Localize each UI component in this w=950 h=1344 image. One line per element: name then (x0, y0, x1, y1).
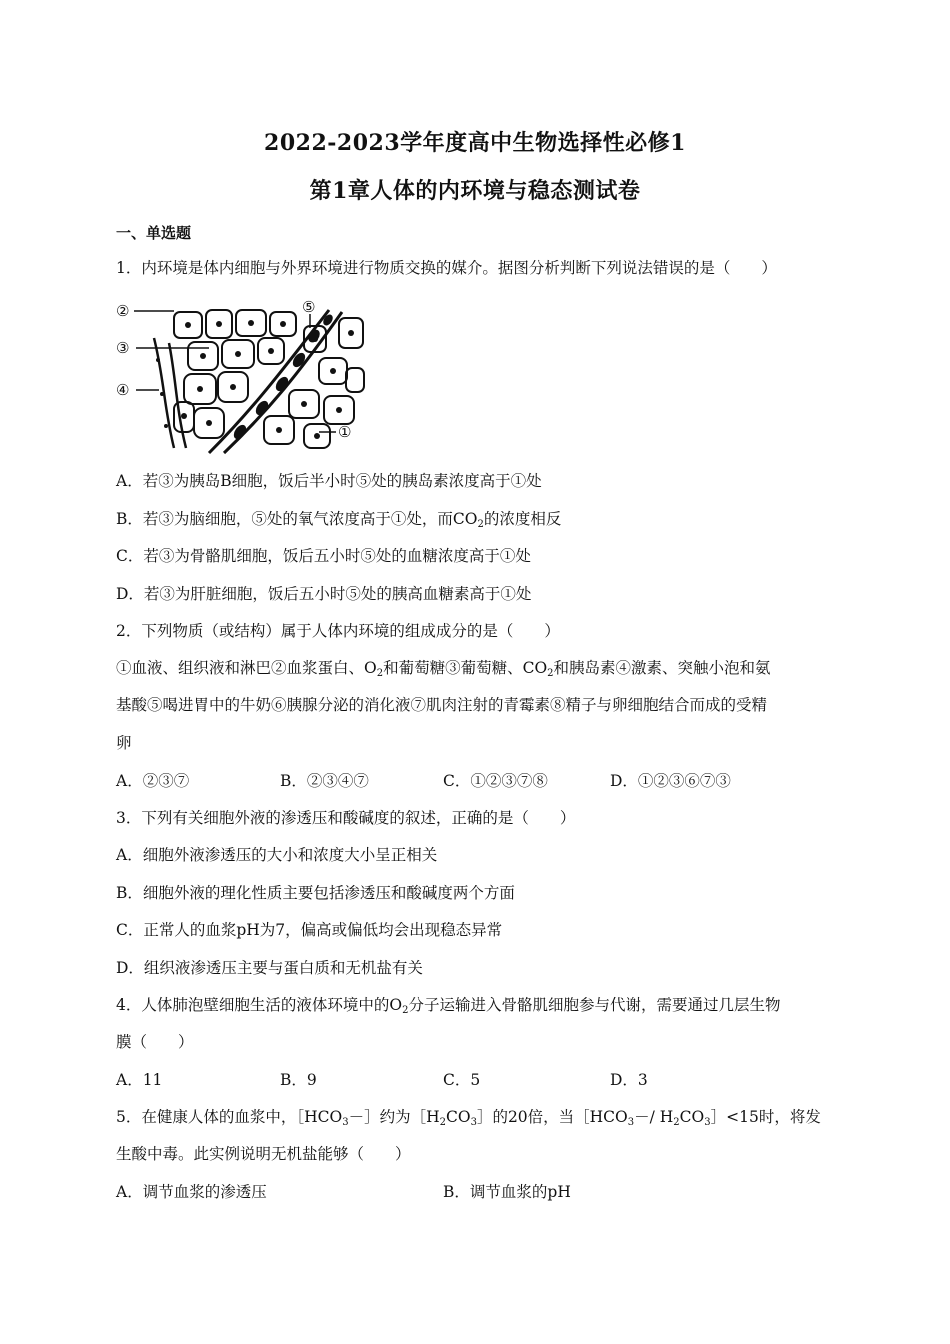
q3-stem: 3．下列有关细胞外液的渗透压和酸碱度的叙述，正确的是（ ） (116, 809, 576, 827)
q5-option-a: A．调节血浆的渗透压 (116, 1183, 267, 1201)
q5-stem: 5．在健康人体的血浆中，$[HCO_3-]$约为$[H_2CO_3]$的20倍，当$[HCO_3-/$ $H_2CO_3]<15$时，将发 (116, 1108, 821, 1128)
q4-option-d: D．3 (610, 1071, 648, 1089)
tissue-figure (114, 298, 374, 458)
q2-stem: 2．下列物质（或结构）属于人体内环境的组成成分的是（ ） (116, 622, 560, 640)
page-subtitle: 第1章人体的内环境与稳态测试卷 (309, 178, 641, 204)
q3-option-b: B．细胞外液的理化性质主要包括渗透压和酸碱度两个方面 (116, 884, 515, 902)
q2-items-line3: 卵 (116, 734, 132, 752)
q1-stem: 1．内环境是体内细胞与外界环境进行物质交换的媒介。据图分析判断下列说法错误的是（ ） (116, 259, 777, 277)
q5-option-b: B．调节血浆的pH (443, 1183, 571, 1201)
q3-option-a: A．细胞外液渗透压的大小和浓度大小呈正相关 (116, 846, 438, 864)
q5-stem-line2: 生酸中毒。此实例说明无机盐能够（ ） (116, 1145, 411, 1163)
q1-option-b: B．若③为脑细胞，⑤处的氧气浓度高于①处，而$CO_2$的浓度相反 (116, 510, 562, 530)
q4-option-c: C．5 (443, 1071, 481, 1089)
q2-option-a: A．②③⑦ (116, 772, 190, 790)
q1-option-d: D．若③为肝脏细胞，饭后五小时⑤处的胰高血糖素高于①处 (116, 585, 532, 603)
figure-label-2: ② (116, 302, 130, 320)
q4-stem-line2: 膜（ ） (116, 1033, 194, 1051)
figure-label-1: ① (338, 423, 352, 441)
q2-items-line1: ①血液、组织液和淋巴②血浆蛋白、$O_2$和葡萄糖③葡萄糖、$CO_2$和胰岛素④激素、突触小泡和氨 (116, 659, 771, 679)
section-heading: 一、单选题 (116, 224, 192, 242)
q4-option-a: A．11 (116, 1071, 163, 1089)
q4-stem: 4．人体肺泡壁细胞生活的液体环境中的$O_2$分子运输进入骨骼肌细胞参与代谢，需要通过几层生物 (116, 996, 781, 1016)
figure-label-4: ④ (116, 381, 130, 399)
q2-option-d: D．①②③⑥⑦③ (610, 772, 731, 790)
q3-option-d: D．组织液渗透压主要与蛋白质和无机盐有关 (116, 959, 423, 977)
q2-items-line2: 基酸⑤喝进胃中的牛奶⑥胰腺分泌的消化液⑦肌肉注射的青霉素⑧精子与卵细胞结合而成的受精 (116, 696, 768, 714)
q2-option-c: C．①②③⑦⑧ (443, 772, 548, 790)
figure-label-3: ③ (116, 339, 130, 357)
q1-option-a: A．若③为胰岛B细胞，饭后半小时⑤处的胰岛素浓度高于①处 (116, 472, 542, 490)
q3-option-c: C．正常人的血浆pH为7，偏高或偏低均会出现稳态异常 (116, 921, 503, 939)
q1-option-c: C．若③为骨骼肌细胞，饭后五小时⑤处的血糖浓度高于①处 (116, 547, 531, 565)
q4-option-b: B．9 (280, 1071, 317, 1089)
page-title: 2022-2023学年度高中生物选择性必修1 (264, 130, 686, 156)
q2-option-b: B．②③④⑦ (280, 772, 369, 790)
figure-label-5: ⑤ (302, 298, 316, 316)
